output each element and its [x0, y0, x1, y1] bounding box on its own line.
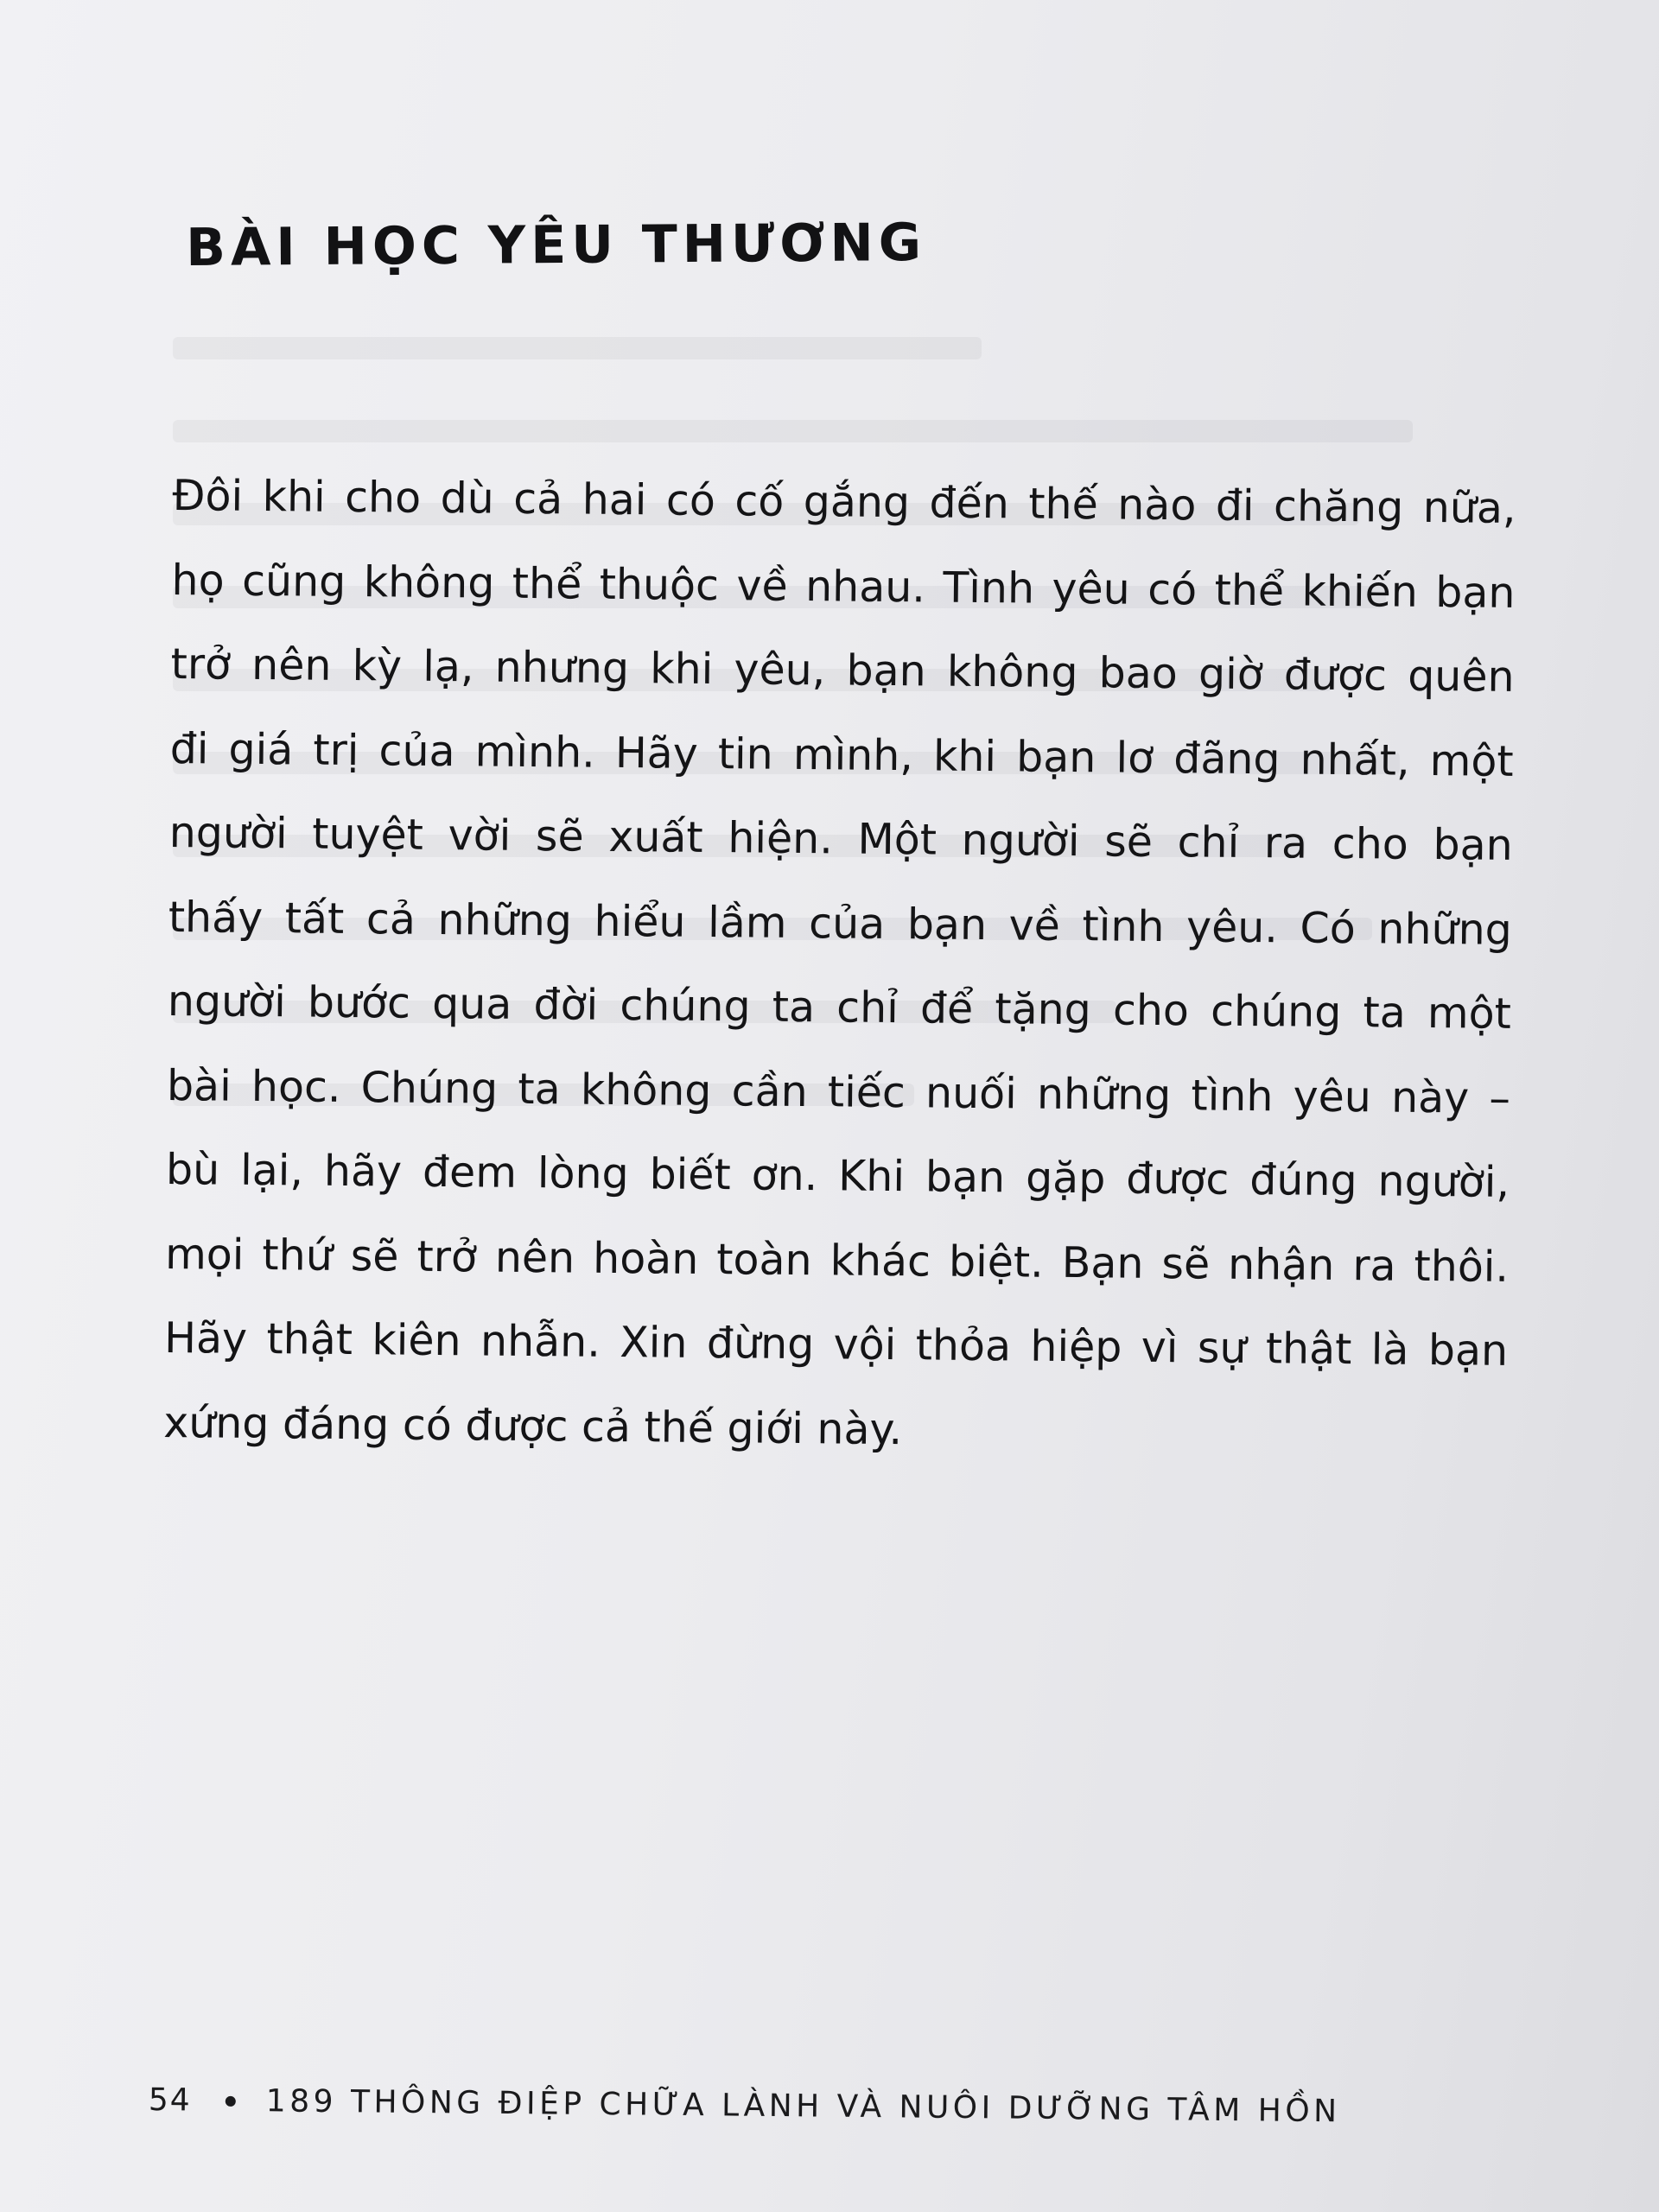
body-line-7: người bước qua đời chúng ta chỉ để tặng cho chúng ta một: [167, 976, 1512, 1039]
body-line-6: thấy tất cả những hiểu lầm của bạn về tình yêu. Có những: [168, 892, 1513, 955]
body-line-3: trở nên kỳ lạ, nhưng khi yêu, bạn không bao giờ được quên: [170, 639, 1515, 702]
body-line-12: xứng đáng có được cả thế giới này.: [162, 1397, 903, 1454]
body-line-2: họ cũng không thể thuộc về nhau. Tình yêu có thể khiến bạn: [171, 555, 1516, 618]
body-line-4: đi giá trị của mình. Hãy tin mình, khi bạn lơ đãng nhất, một: [169, 723, 1514, 786]
section-title: BÀI HỌC YÊU THƯƠNG: [186, 213, 927, 278]
body-line-8: bài học. Chúng ta không cần tiếc nuối những tình yêu này –: [166, 1060, 1511, 1123]
body-line-9: bù lại, hãy đem lòng biết ơn. Khi bạn gặp được đúng người,: [165, 1144, 1510, 1207]
footer-bullet-icon: [226, 2095, 236, 2106]
body-line-1: Đôi khi cho dù cả hai có cố gắng đến thế nào đi chăng nữa,: [172, 470, 1516, 533]
page-number: 54: [148, 2082, 192, 2119]
body-line-10: mọi thứ sẽ trở nên hoàn toàn khác biệt. Bạn sẽ nhận ra thôi.: [164, 1229, 1510, 1292]
body-line-5: người tuyệt vời sẽ xuất hiện. Một người sẽ chỉ ra cho bạn: [168, 807, 1513, 870]
running-footer: [148, 2082, 1358, 2145]
body-line-11: Hãy thật kiên nhẫn. Xin đừng vội thỏa hiệp vì sự thật là bạn: [163, 1313, 1509, 1376]
book-title: 189 THÔNG ĐIỆP CHỮA LÀNH VÀ NUÔI DƯỠNG TÂM HỒN: [265, 2083, 1341, 2130]
body-paragraph: [163, 454, 1516, 1478]
